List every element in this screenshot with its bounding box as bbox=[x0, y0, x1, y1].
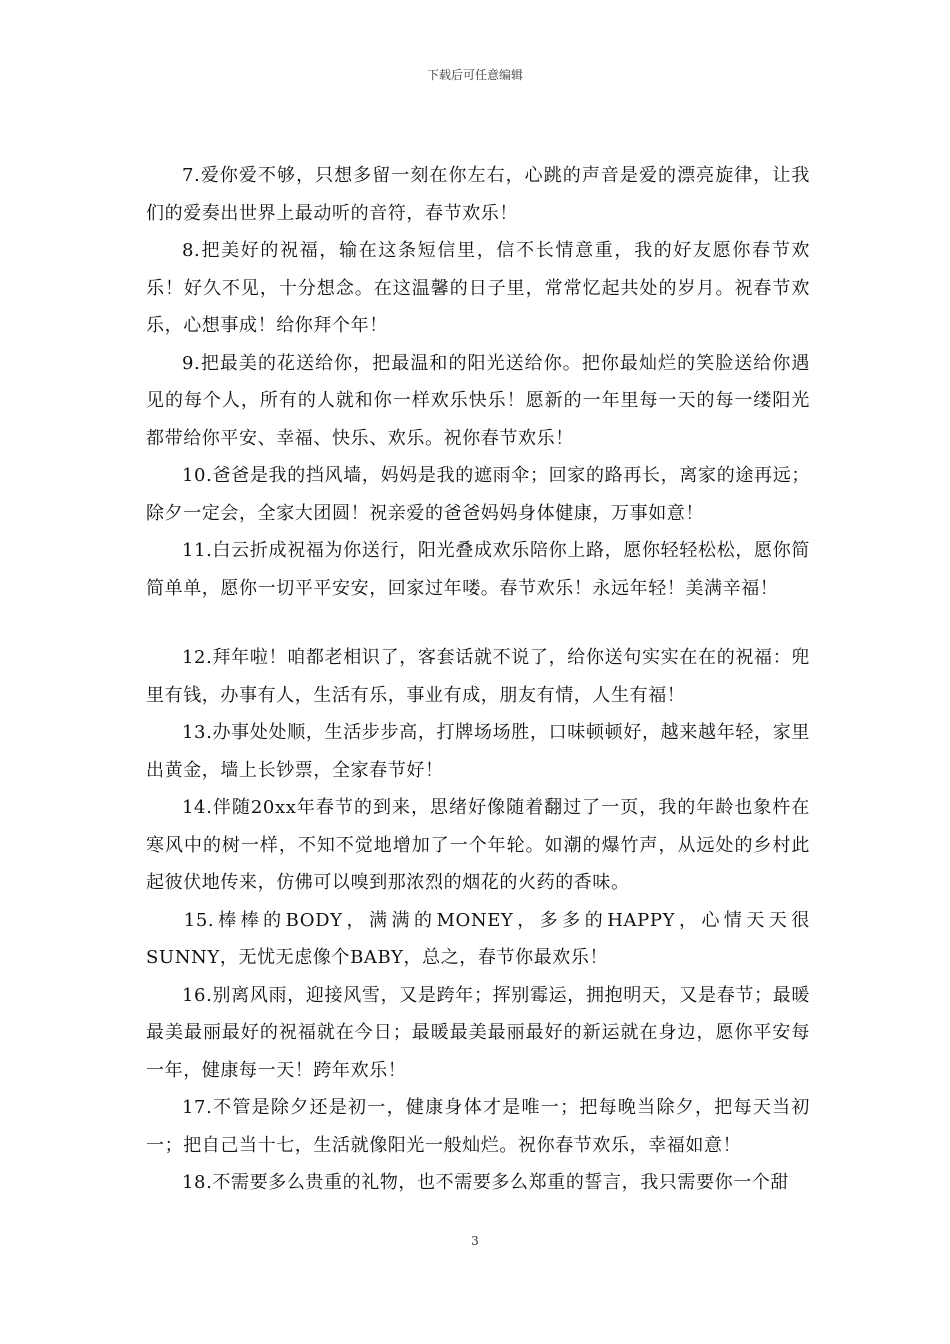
paragraph-14: 14.伴随20xx年春节的到来，思绪好像随着翻过了一页，我的年龄也象杵在寒风中的树一样，不知不觉地增加了一个年轮。如潮的爆竹声，从远处的乡村此起彼伏地传来，仿佛可以嗅到那浓烈的烟花的火药的香味。 bbox=[146, 797, 810, 893]
paragraph-16: 16.别离风雨，迎接风雪，又是跨年；挥别霉运，拥抱明天，又是春节；最暖最美最丽最好的祝福就在今日；最暖最美最丽最好的新运就在身边，愿你平安每一年，健康每一天！跨年欢乐！ bbox=[146, 984, 810, 1081]
document-body bbox=[146, 157, 810, 1202]
paragraph-17: 17.不管是除夕还是初一，健康身体才是唯一；把每晚当除夕，把每天当初一；把自己当十七，生活就像阳光一般灿烂。祝你春节欢乐，幸福如意！ bbox=[146, 1097, 810, 1156]
paragraph-8: 8.把美好的祝福，输在这条短信里，信不长情意重，我的好友愿你春节欢乐！好久不见，十分想念。在这温馨的日子里，常常忆起共处的岁月。祝春节欢乐，心想事成！给你拜个年！ bbox=[146, 240, 810, 336]
paragraph-18: 18.不需要多么贵重的礼物，也不需要多么郑重的誓言，我只需要你一个甜 bbox=[182, 1172, 790, 1193]
page-number: 3 bbox=[471, 1234, 479, 1248]
paragraph-7: 7.爱你爱不够，只想多留一刻在你左右，心跳的声音是爱的漂亮旋律，让我们的爱奏出世界上最动听的音符，春节欢乐！ bbox=[146, 165, 810, 224]
page-header: 下载后可任意编辑 bbox=[426, 68, 523, 82]
paragraph-11: 11.白云折成祝福为你送行，阳光叠成欢乐陪你上路，愿你轻轻松松，愿你简简单单，愿你一切平平安安，回家过年喽。春节欢乐！永远年轻！美满辛福！ bbox=[146, 540, 810, 599]
paragraph-12: 12.拜年啦！咱都老相识了，客套话就不说了，给你送句实实在在的祝福：兜里有钱，办事有人，生活有乐，事业有成，朋友有情，人生有福！ bbox=[146, 647, 810, 706]
paragraph-10: 10.爸爸是我的挡风墙，妈妈是我的遮雨伞；回家的路再长，离家的途再远；除夕一定会，全家大团圆！祝亲爱的爸爸妈妈身体健康，万事如意！ bbox=[146, 465, 810, 524]
paragraph-13: 13.办事处处顺，生活步步高，打牌场场胜，口味顿顿好，越来越年轻，家里出黄金，墙上长钞票，全家春节好！ bbox=[146, 722, 810, 781]
paragraph-15: 15.棒棒的BODY，满满的MONEY，多多的HAPPY，心情天天很SUNNY，无忧无虑像个BABY，总之，春节你最欢乐！ bbox=[146, 909, 810, 968]
paragraph-9: 9.把最美的花送给你，把最温和的阳光送给你。把你最灿烂的笑脸送给你遇见的每个人，所有的人就和你一样欢乐快乐！愿新的一年里每一天的每一缕阳光都带给你平安、幸福、快乐、欢乐。祝你春节欢乐！ bbox=[146, 352, 810, 449]
